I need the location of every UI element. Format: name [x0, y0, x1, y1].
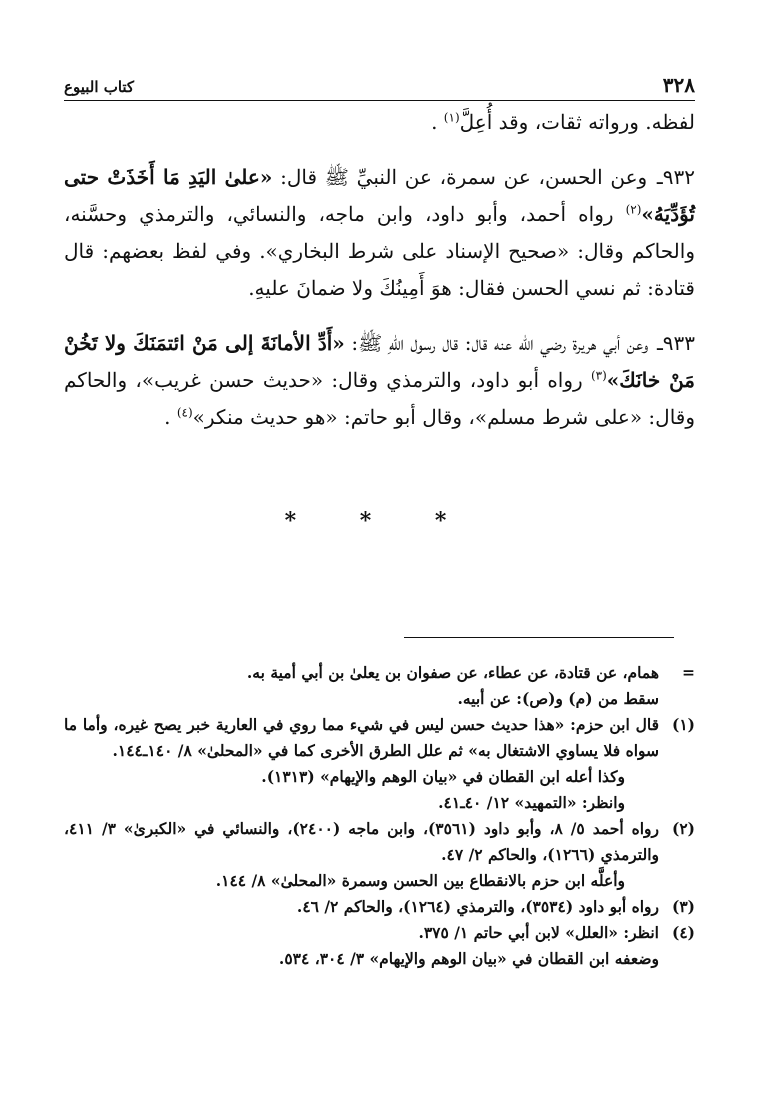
footnote-2	[64, 816, 695, 868]
footnote-text: انظر: «العلل» لابن أبي حاتم ١/ ٣٧٥.	[418, 923, 659, 942]
paragraph-text: لفظه. ورواته ثقات، وقد أُعِلَّ	[459, 110, 695, 134]
footnote-ref: (١)	[443, 110, 460, 125]
footnote-text: رواه أبو داود (٣٥٣٤)، والترمذي (١٢٦٤)، والحاكم ٢/ ٤٦.	[296, 897, 659, 916]
hadith-quote: «أَدِّ الأمانَةَ إلى مَنْ ائتمَنَكَ ولا تَخُنْ مَنْ خانَكَ»	[64, 331, 696, 392]
main-text	[64, 104, 695, 436]
hadith-quote: «علىٰ اليَدِ مَا أَخَذَتْ حتى تُؤَدِّيَهُ»	[64, 165, 695, 226]
page-header	[64, 70, 695, 101]
footnote-ref: (٤)	[176, 405, 193, 420]
footnote-extra-line: وانظر: «التمهيد» ١٢/ ٤٠ـ٤١.	[438, 793, 625, 812]
footnote-text: قال ابن حزم: «هذا حديث حسن ليس في شيء مما روي في العارية خبر يصح غيره، وأما ما سواه فلا يساوي الاشتغال به» ثم علل الطرق الأخرى كما في «المحلىٰ» ٨/ ١٤٠ـ١٤٤.	[64, 715, 659, 760]
footnote-marker: (٢)	[671, 819, 695, 838]
section-separator: * * *	[284, 508, 475, 534]
footnote-4	[64, 920, 695, 946]
hadith-intro: وعن أبي هريرة رضي الله عنه قال: قال رسول اللهِ ﷺ:	[351, 331, 649, 355]
footnote-marker: (٣)	[671, 897, 695, 916]
footnote-text: همام، عن قتادة، عن عطاء، عن صفوان بن يعلىٰ بن أبي أمية به.	[246, 663, 659, 682]
hadith-intro: وعن الحسن، عن سمرة، عن النبيِّ ﷺ قال:	[280, 165, 648, 189]
footnote-extra-line: سقط من (م) و(ص): عن أبيه.	[457, 689, 659, 708]
paragraph-end: .	[431, 110, 438, 134]
footnote-ref: (٣)	[590, 368, 607, 383]
footnote-extra-line: وكذا أعله ابن القطان في «بيان الوهم والإيهام» (١٣١٣).	[261, 767, 625, 786]
footnote-1	[64, 712, 695, 764]
footnote-divider	[404, 637, 674, 638]
hadith-932	[64, 159, 695, 307]
running-title: كتاب البيوع	[64, 78, 135, 96]
paragraph-end: .	[164, 405, 171, 429]
hadith-takhrij: رواه أحمد، وأبو داود، وابن ماجه، والنسائي، والترمذي وحسَّنه، والحاكم وقال: «صحيح الإسناد على شرط البخاري». وفي لفظ بعضهم: قال قتادة: ثم نسي الحسن فقال: هوَ أَمِينُكَ ولا ضمانَ عليهِ.	[64, 202, 695, 300]
footnote-extra-line: وضعفه ابن القطان في «بيان الوهم والإيهام» ٣/ ٣٠٤، ٥٣٤.	[278, 949, 659, 968]
hadith-number: ٩٣٣ـ	[656, 331, 696, 355]
footnote-continuation	[64, 660, 695, 686]
footnote-3	[64, 894, 695, 920]
footnote-marker: =	[682, 663, 695, 682]
footnote-marker: (١)	[671, 715, 695, 734]
page-number: ٣٢٨	[662, 73, 695, 97]
paragraph-continuation	[64, 104, 695, 141]
footnotes	[64, 660, 695, 972]
footnote-extra-line: وأعلَّه ابن حزم بالانقطاع بين الحسن وسمرة «المحلىٰ» ٨/ ١٤٤.	[215, 871, 625, 890]
footnote-marker: (٤)	[671, 923, 695, 942]
hadith-number: ٩٣٢ـ	[656, 165, 696, 189]
footnote-ref: (٢)	[625, 202, 642, 217]
footnote-text: رواه أحمد ٥/ ٨، وأبو داود (٣٥٦١)، وابن ماجه (٢٤٠٠)، والنسائي في «الكبرىٰ» ٣/ ٤١١، والترمذي (١٢٦٦)، والحاكم ٢/ ٤٧.	[64, 819, 660, 864]
hadith-933	[64, 325, 695, 436]
hadith-takhrij: رواه أبو داود، والترمذي وقال: «حديث حسن غريب»، والحاكم وقال: «على شرط مسلم»، وقال أبو حاتم: «هو حديث منكر»	[64, 368, 695, 429]
